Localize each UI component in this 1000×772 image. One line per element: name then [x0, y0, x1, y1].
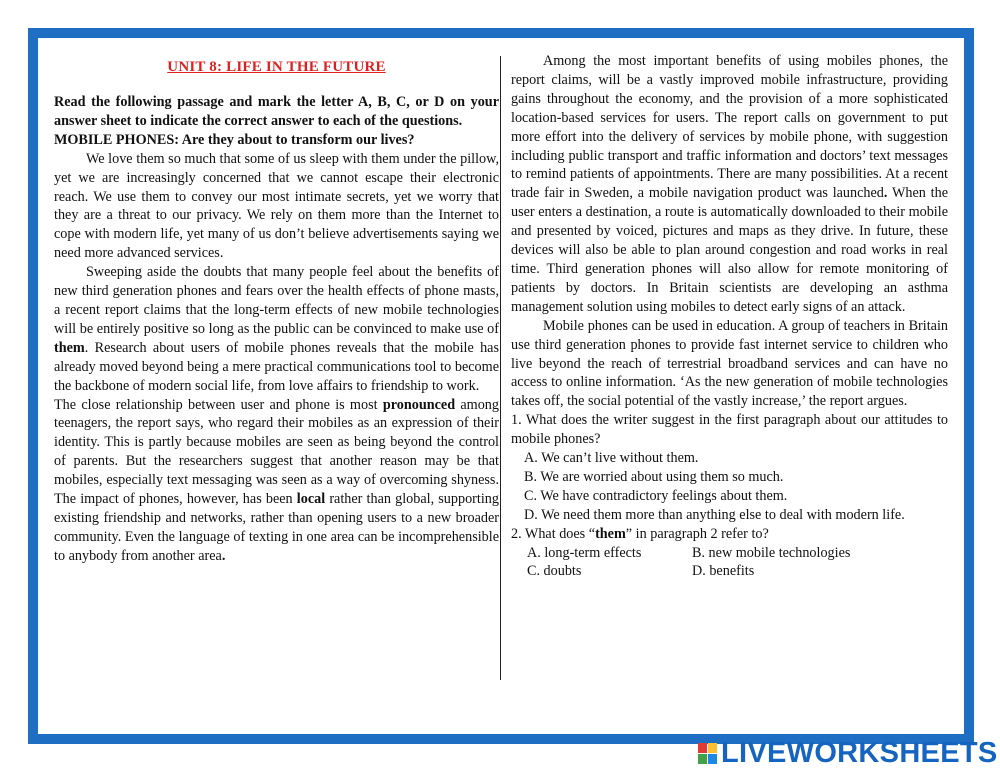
left-column [54, 52, 499, 566]
paragraph-1: We love them so much that some of us sleep with them under the pillow, yet we are increasingly concerned that we cannot escape their electronic reach. We use them to convey our most intimate secrets, yet we worry that they are a threat to our privacy. We rely on them more than the Internet to cope with modern life, yet many of us don’t believe advertisements saying we need more advanced services. [54, 150, 499, 262]
paragraph-4 [511, 52, 948, 317]
question-1-option-d[interactable]: D. We need them more than anything else to deal with modern life. [524, 506, 905, 523]
right-column [511, 52, 948, 581]
keyword-pronounced: pronounced [382, 396, 456, 413]
paragraph-3-text-a: The close relationship between user and phone is most [54, 396, 383, 413]
keyword-local: local [296, 491, 326, 508]
question-2 [511, 525, 948, 544]
question-1-option-a[interactable]: A. We can’t live without them. [524, 450, 699, 467]
question-2-text-a: 2. What does “ [511, 525, 596, 542]
instructions: Read the following passage and mark the letter A, B, C, or D on your answer sheet to indicate the correct answer to each of the questions. [54, 94, 499, 129]
question-2-text-b: ” in paragraph 2 refer to? [625, 525, 769, 542]
keyword-them: them [54, 339, 85, 356]
paragraph-5: Mobile phones can be used in education. A group of teachers in Britain use third generation phones to provide fast internet service to children who live beyond the reach of terrestrial broadband services and can have no access to online information. ‘As the new generation of mobile technologies takes off, the social potential of the vastly increase,’ the report argues. [511, 317, 948, 410]
paragraph-2 [54, 263, 499, 395]
question-2-option-a[interactable]: A. long-term effects [527, 544, 642, 561]
passage-title: MOBILE PHONES: Are they about to transform our lives? [54, 131, 415, 148]
question-1-option-b[interactable]: B. We are worried about using them so much. [524, 468, 784, 485]
question-2-option-c[interactable]: C. doubts [527, 563, 582, 580]
logo-text: LIVEWORKSHEETS [721, 737, 998, 769]
question-1-option-c[interactable]: C. We have contradictory feelings about them. [524, 487, 788, 504]
paragraph-4-bold-dot: . [883, 185, 888, 202]
paragraph-3-text-c: rather than global, supporting existing friendship and networks, rather than opening users to a new broader community. Even the language of texting in one area can be incomprehensible to anybody from another area [54, 491, 499, 564]
question-2-options-row-1 [511, 544, 948, 563]
worksheet-frame [28, 28, 974, 744]
paragraph-4-text-b: When the user enters a destination, a route is automatically downloaded to their mobile and presented by voiced, pictures and maps as they drive. In future, these devices will also be able to plan around congestion and road works in real time. Third generation phones will also allow for remote monitoring of patients by doctors. In Britain scientists are developing an asthma management solution using mobiles to detect early signs of an attack. [511, 185, 948, 315]
question-2-option-b[interactable]: B. new mobile technologies [692, 544, 851, 561]
question-1: 1. What does the writer suggest in the first paragraph about our attitudes to mobile phones? [511, 412, 948, 448]
paragraph-2-text-a: Sweeping aside the doubts that many people feel about the benefits of new third generation phones and fears over the health effects of phone masts, a recent report claims that the long-term effects of new mobile technologies will be entirely positive so long as the public can be convinced to make use of [54, 264, 499, 337]
question-2-option-d[interactable]: D. benefits [692, 563, 755, 580]
paragraph-3-text-b: among teenagers, the report says, who regard their mobiles as an expression of their identity. This is partly because mobiles are seen as being beyond the control of parents. But the researchers suggest that another reason may be that mobiles, especially text messaging was seen as a way of overcoming shyness. The impact of phones, however, has been [54, 396, 499, 508]
column-divider [500, 56, 501, 680]
paragraph-3-end-dot: . [221, 547, 226, 564]
worksheet-page [38, 38, 964, 734]
liveworksheets-logo[interactable] [698, 737, 998, 769]
question-2-keyword-them: them [595, 525, 626, 542]
paragraph-4-text-a: Among the most important benefits of using mobiles phones, the report claims, will be a vastly improved mobile infrastructure, providing gains throughout the economy, and the provision of a more sophisticated location-based services for users. The report calls on government to put more effort into the delivery of services by mobile phone, with suggestion including public transport and traffic information and doctors’ text messages to remind patients of appointments. There are many possibilities. At a recent trade fair in Sweden, a mobile navigation product was launched [511, 53, 948, 202]
paragraph-3 [54, 396, 499, 566]
question-2-options-row-2 [511, 562, 948, 581]
paragraph-2-text-b: . Research about users of mobile phones reveals that the mobile has already moved beyond being a mere practical communications tool to become the backbone of modern social life, from love affairs to friendship to work. [54, 339, 499, 394]
unit-title: UNIT 8: LIFE IN THE FUTURE [167, 59, 386, 75]
liveworksheets-logo-icon [698, 743, 717, 764]
